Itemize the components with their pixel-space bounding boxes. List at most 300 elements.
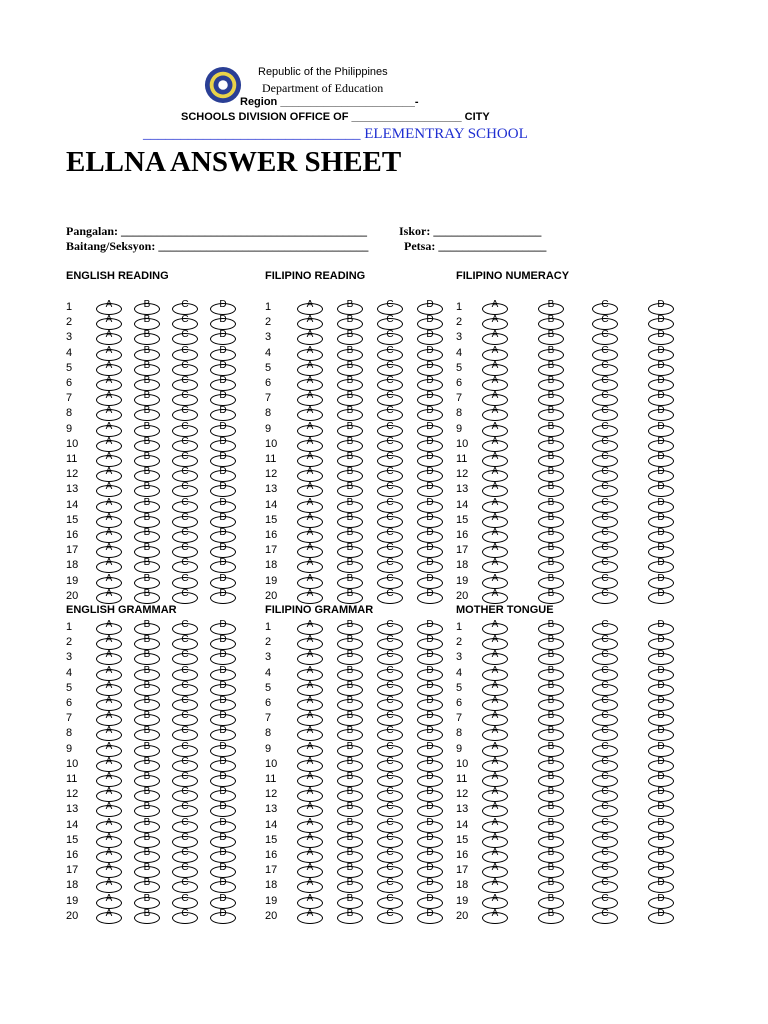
answer-bubble-d[interactable] — [648, 801, 674, 817]
answer-bubble-b[interactable] — [538, 481, 564, 497]
answer-bubble-b[interactable] — [134, 649, 160, 665]
answer-bubble-c[interactable] — [377, 314, 403, 330]
answer-bubble-c[interactable] — [592, 649, 618, 665]
answer-bubble-b[interactable] — [538, 587, 564, 604]
answer-bubble-d[interactable] — [648, 527, 674, 543]
answer-bubble-d[interactable] — [210, 740, 236, 757]
answer-bubble-b[interactable] — [134, 405, 160, 421]
answer-bubble-c[interactable] — [377, 344, 403, 361]
answer-bubble-a[interactable] — [96, 710, 122, 726]
answer-bubble-c[interactable] — [172, 511, 198, 528]
answer-bubble-c[interactable] — [592, 435, 618, 452]
answer-bubble-c[interactable] — [592, 375, 618, 391]
answer-bubble-a[interactable] — [297, 390, 323, 406]
answer-bubble-a[interactable] — [96, 344, 122, 361]
answer-bubble-d[interactable] — [417, 451, 443, 467]
answer-bubble-b[interactable] — [337, 329, 363, 345]
answer-bubble-d[interactable] — [417, 634, 443, 650]
answer-bubble-a[interactable] — [297, 801, 323, 817]
answer-bubble-b[interactable] — [134, 907, 160, 924]
answer-bubble-b[interactable] — [134, 390, 160, 406]
answer-bubble-c[interactable] — [172, 695, 198, 711]
answer-bubble-a[interactable] — [297, 710, 323, 726]
answer-bubble-a[interactable] — [297, 466, 323, 482]
answer-bubble-c[interactable] — [592, 695, 618, 711]
answer-bubble-b[interactable] — [337, 664, 363, 681]
answer-bubble-a[interactable] — [297, 451, 323, 467]
answer-bubble-c[interactable] — [172, 740, 198, 757]
answer-bubble-c[interactable] — [172, 542, 198, 558]
answer-bubble-c[interactable] — [172, 451, 198, 467]
answer-bubble-d[interactable] — [417, 619, 443, 635]
answer-bubble-a[interactable] — [96, 527, 122, 543]
answer-bubble-a[interactable] — [96, 587, 122, 604]
answer-bubble-d[interactable] — [210, 619, 236, 635]
answer-bubble-c[interactable] — [172, 755, 198, 772]
answer-bubble-a[interactable] — [96, 771, 122, 787]
answer-bubble-a[interactable] — [482, 435, 508, 452]
answer-bubble-a[interactable] — [482, 892, 508, 909]
answer-bubble-b[interactable] — [134, 329, 160, 345]
answer-bubble-a[interactable] — [297, 892, 323, 909]
answer-bubble-b[interactable] — [337, 801, 363, 817]
answer-bubble-d[interactable] — [417, 710, 443, 726]
answer-bubble-b[interactable] — [337, 725, 363, 741]
answer-bubble-b[interactable] — [538, 877, 564, 893]
answer-bubble-d[interactable] — [648, 390, 674, 406]
answer-bubble-b[interactable] — [538, 649, 564, 665]
answer-bubble-d[interactable] — [417, 314, 443, 330]
answer-bubble-b[interactable] — [337, 344, 363, 361]
answer-bubble-d[interactable] — [648, 587, 674, 604]
answer-bubble-c[interactable] — [592, 481, 618, 497]
answer-bubble-c[interactable] — [377, 496, 403, 513]
answer-bubble-d[interactable] — [417, 771, 443, 787]
answer-bubble-a[interactable] — [96, 466, 122, 482]
answer-bubble-c[interactable] — [592, 786, 618, 802]
answer-bubble-b[interactable] — [134, 710, 160, 726]
answer-bubble-d[interactable] — [210, 451, 236, 467]
answer-bubble-b[interactable] — [134, 664, 160, 681]
answer-bubble-d[interactable] — [210, 496, 236, 513]
answer-bubble-a[interactable] — [96, 649, 122, 665]
answer-bubble-d[interactable] — [648, 435, 674, 452]
answer-bubble-a[interactable] — [297, 314, 323, 330]
answer-bubble-d[interactable] — [417, 511, 443, 528]
answer-bubble-a[interactable] — [482, 527, 508, 543]
answer-bubble-d[interactable] — [648, 740, 674, 757]
answer-bubble-d[interactable] — [648, 892, 674, 909]
answer-bubble-a[interactable] — [96, 405, 122, 421]
answer-bubble-a[interactable] — [96, 816, 122, 833]
answer-bubble-a[interactable] — [482, 740, 508, 757]
answer-bubble-b[interactable] — [538, 314, 564, 330]
answer-bubble-d[interactable] — [417, 527, 443, 543]
answer-bubble-b[interactable] — [134, 527, 160, 543]
answer-bubble-a[interactable] — [96, 481, 122, 497]
answer-bubble-c[interactable] — [377, 847, 403, 863]
answer-bubble-d[interactable] — [648, 557, 674, 573]
answer-bubble-d[interactable] — [648, 649, 674, 665]
answer-bubble-b[interactable] — [337, 847, 363, 863]
answer-bubble-c[interactable] — [377, 420, 403, 437]
answer-bubble-a[interactable] — [482, 725, 508, 741]
answer-bubble-a[interactable] — [297, 481, 323, 497]
answer-bubble-a[interactable] — [96, 907, 122, 924]
answer-bubble-d[interactable] — [417, 466, 443, 482]
answer-bubble-b[interactable] — [538, 496, 564, 513]
answer-bubble-c[interactable] — [377, 771, 403, 787]
answer-bubble-c[interactable] — [592, 451, 618, 467]
answer-bubble-d[interactable] — [210, 862, 236, 878]
answer-bubble-b[interactable] — [134, 801, 160, 817]
answer-bubble-c[interactable] — [377, 542, 403, 558]
answer-bubble-d[interactable] — [210, 314, 236, 330]
answer-bubble-c[interactable] — [377, 511, 403, 528]
answer-bubble-c[interactable] — [377, 359, 403, 376]
answer-bubble-a[interactable] — [297, 527, 323, 543]
answer-bubble-b[interactable] — [538, 466, 564, 482]
answer-bubble-d[interactable] — [648, 862, 674, 878]
answer-bubble-d[interactable] — [210, 695, 236, 711]
answer-bubble-a[interactable] — [297, 725, 323, 741]
answer-bubble-c[interactable] — [592, 344, 618, 361]
answer-bubble-a[interactable] — [297, 695, 323, 711]
answer-bubble-a[interactable] — [482, 405, 508, 421]
answer-bubble-b[interactable] — [337, 511, 363, 528]
answer-bubble-c[interactable] — [592, 420, 618, 437]
answer-bubble-c[interactable] — [172, 420, 198, 437]
answer-bubble-d[interactable] — [417, 907, 443, 924]
answer-bubble-d[interactable] — [210, 466, 236, 482]
answer-bubble-b[interactable] — [538, 634, 564, 650]
answer-bubble-c[interactable] — [592, 390, 618, 406]
answer-bubble-d[interactable] — [210, 359, 236, 376]
answer-bubble-c[interactable] — [172, 725, 198, 741]
answer-bubble-d[interactable] — [210, 435, 236, 452]
answer-bubble-c[interactable] — [377, 695, 403, 711]
answer-bubble-c[interactable] — [592, 907, 618, 924]
answer-bubble-a[interactable] — [96, 862, 122, 878]
answer-bubble-d[interactable] — [648, 329, 674, 345]
answer-bubble-a[interactable] — [96, 511, 122, 528]
answer-bubble-d[interactable] — [648, 831, 674, 848]
answer-bubble-b[interactable] — [134, 481, 160, 497]
answer-bubble-a[interactable] — [482, 649, 508, 665]
answer-bubble-b[interactable] — [538, 816, 564, 833]
answer-bubble-b[interactable] — [538, 907, 564, 924]
answer-bubble-d[interactable] — [417, 831, 443, 848]
answer-bubble-c[interactable] — [172, 862, 198, 878]
answer-bubble-c[interactable] — [377, 725, 403, 741]
answer-bubble-c[interactable] — [592, 892, 618, 909]
answer-bubble-b[interactable] — [337, 299, 363, 315]
answer-bubble-c[interactable] — [172, 649, 198, 665]
answer-bubble-d[interactable] — [210, 907, 236, 924]
answer-bubble-b[interactable] — [134, 557, 160, 573]
answer-bubble-b[interactable] — [134, 862, 160, 878]
answer-bubble-c[interactable] — [172, 299, 198, 315]
answer-bubble-c[interactable] — [377, 649, 403, 665]
answer-bubble-d[interactable] — [648, 710, 674, 726]
answer-bubble-b[interactable] — [337, 451, 363, 467]
answer-bubble-c[interactable] — [172, 314, 198, 330]
answer-bubble-b[interactable] — [134, 572, 160, 589]
answer-bubble-b[interactable] — [134, 831, 160, 848]
answer-bubble-b[interactable] — [337, 907, 363, 924]
answer-bubble-c[interactable] — [592, 877, 618, 893]
answer-bubble-a[interactable] — [297, 816, 323, 833]
answer-bubble-a[interactable] — [482, 314, 508, 330]
answer-bubble-a[interactable] — [96, 786, 122, 802]
answer-bubble-b[interactable] — [134, 451, 160, 467]
answer-bubble-a[interactable] — [482, 755, 508, 772]
answer-bubble-b[interactable] — [134, 877, 160, 893]
answer-bubble-c[interactable] — [592, 299, 618, 315]
answer-bubble-a[interactable] — [297, 619, 323, 635]
answer-bubble-d[interactable] — [648, 314, 674, 330]
answer-bubble-a[interactable] — [96, 740, 122, 757]
answer-bubble-d[interactable] — [417, 664, 443, 681]
answer-bubble-b[interactable] — [337, 771, 363, 787]
answer-bubble-b[interactable] — [538, 405, 564, 421]
answer-bubble-a[interactable] — [482, 816, 508, 833]
answer-bubble-c[interactable] — [377, 634, 403, 650]
answer-bubble-a[interactable] — [482, 557, 508, 573]
answer-bubble-d[interactable] — [648, 299, 674, 315]
answer-bubble-b[interactable] — [134, 587, 160, 604]
answer-bubble-d[interactable] — [210, 375, 236, 391]
answer-bubble-b[interactable] — [337, 695, 363, 711]
answer-bubble-b[interactable] — [134, 816, 160, 833]
answer-bubble-d[interactable] — [417, 496, 443, 513]
answer-bubble-a[interactable] — [482, 451, 508, 467]
answer-bubble-a[interactable] — [96, 542, 122, 558]
answer-bubble-d[interactable] — [417, 375, 443, 391]
answer-bubble-b[interactable] — [134, 299, 160, 315]
answer-bubble-a[interactable] — [482, 359, 508, 376]
answer-bubble-d[interactable] — [417, 542, 443, 558]
answer-bubble-c[interactable] — [172, 557, 198, 573]
answer-bubble-c[interactable] — [172, 405, 198, 421]
answer-bubble-c[interactable] — [592, 329, 618, 345]
answer-bubble-a[interactable] — [482, 299, 508, 315]
answer-bubble-d[interactable] — [417, 572, 443, 589]
answer-bubble-a[interactable] — [297, 664, 323, 681]
answer-bubble-d[interactable] — [210, 511, 236, 528]
answer-bubble-c[interactable] — [377, 862, 403, 878]
answer-bubble-b[interactable] — [134, 359, 160, 376]
answer-bubble-a[interactable] — [297, 847, 323, 863]
answer-bubble-b[interactable] — [337, 831, 363, 848]
answer-bubble-a[interactable] — [297, 907, 323, 924]
answer-bubble-d[interactable] — [210, 481, 236, 497]
answer-bubble-c[interactable] — [592, 801, 618, 817]
answer-bubble-b[interactable] — [134, 466, 160, 482]
answer-bubble-a[interactable] — [297, 740, 323, 757]
answer-bubble-d[interactable] — [210, 634, 236, 650]
answer-bubble-c[interactable] — [592, 816, 618, 833]
answer-bubble-d[interactable] — [648, 375, 674, 391]
answer-bubble-c[interactable] — [172, 619, 198, 635]
answer-bubble-b[interactable] — [337, 786, 363, 802]
answer-bubble-a[interactable] — [482, 375, 508, 391]
answer-bubble-a[interactable] — [96, 877, 122, 893]
answer-bubble-b[interactable] — [337, 420, 363, 437]
answer-bubble-b[interactable] — [337, 390, 363, 406]
answer-bubble-d[interactable] — [648, 466, 674, 482]
answer-bubble-b[interactable] — [538, 847, 564, 863]
answer-bubble-d[interactable] — [210, 877, 236, 893]
answer-bubble-a[interactable] — [482, 511, 508, 528]
answer-bubble-d[interactable] — [417, 649, 443, 665]
answer-bubble-c[interactable] — [172, 831, 198, 848]
answer-bubble-a[interactable] — [482, 801, 508, 817]
answer-bubble-a[interactable] — [96, 725, 122, 741]
answer-bubble-c[interactable] — [172, 359, 198, 376]
answer-bubble-d[interactable] — [648, 634, 674, 650]
answer-bubble-d[interactable] — [210, 390, 236, 406]
answer-bubble-a[interactable] — [96, 451, 122, 467]
answer-bubble-d[interactable] — [210, 892, 236, 909]
answer-bubble-d[interactable] — [210, 557, 236, 573]
answer-bubble-c[interactable] — [592, 496, 618, 513]
answer-bubble-c[interactable] — [377, 892, 403, 909]
answer-bubble-b[interactable] — [538, 420, 564, 437]
answer-bubble-d[interactable] — [648, 755, 674, 772]
answer-bubble-d[interactable] — [210, 405, 236, 421]
answer-bubble-b[interactable] — [538, 725, 564, 741]
answer-bubble-d[interactable] — [417, 420, 443, 437]
answer-bubble-a[interactable] — [96, 329, 122, 345]
answer-bubble-b[interactable] — [538, 359, 564, 376]
answer-bubble-d[interactable] — [417, 405, 443, 421]
answer-bubble-d[interactable] — [417, 847, 443, 863]
answer-bubble-c[interactable] — [172, 847, 198, 863]
answer-bubble-c[interactable] — [172, 587, 198, 604]
answer-bubble-a[interactable] — [482, 481, 508, 497]
answer-bubble-d[interactable] — [417, 892, 443, 909]
answer-bubble-a[interactable] — [482, 344, 508, 361]
answer-bubble-a[interactable] — [482, 907, 508, 924]
answer-bubble-c[interactable] — [172, 481, 198, 497]
answer-bubble-d[interactable] — [210, 649, 236, 665]
answer-bubble-c[interactable] — [592, 572, 618, 589]
answer-bubble-d[interactable] — [210, 420, 236, 437]
answer-bubble-c[interactable] — [172, 466, 198, 482]
answer-bubble-d[interactable] — [648, 451, 674, 467]
answer-bubble-c[interactable] — [377, 831, 403, 848]
answer-bubble-a[interactable] — [482, 831, 508, 848]
answer-bubble-b[interactable] — [337, 679, 363, 696]
answer-bubble-a[interactable] — [297, 299, 323, 315]
answer-bubble-a[interactable] — [297, 375, 323, 391]
answer-bubble-c[interactable] — [592, 634, 618, 650]
answer-bubble-b[interactable] — [134, 420, 160, 437]
answer-bubble-d[interactable] — [210, 831, 236, 848]
answer-bubble-a[interactable] — [297, 679, 323, 696]
answer-bubble-d[interactable] — [648, 344, 674, 361]
answer-bubble-c[interactable] — [377, 877, 403, 893]
answer-bubble-b[interactable] — [538, 695, 564, 711]
answer-bubble-b[interactable] — [337, 375, 363, 391]
answer-bubble-b[interactable] — [337, 435, 363, 452]
answer-bubble-d[interactable] — [210, 755, 236, 772]
answer-bubble-d[interactable] — [210, 344, 236, 361]
answer-bubble-d[interactable] — [648, 496, 674, 513]
answer-bubble-c[interactable] — [592, 831, 618, 848]
answer-bubble-b[interactable] — [538, 375, 564, 391]
answer-bubble-d[interactable] — [648, 359, 674, 376]
answer-bubble-a[interactable] — [297, 557, 323, 573]
answer-bubble-a[interactable] — [96, 634, 122, 650]
answer-bubble-b[interactable] — [337, 314, 363, 330]
answer-bubble-c[interactable] — [172, 329, 198, 345]
answer-bubble-c[interactable] — [592, 755, 618, 772]
answer-bubble-d[interactable] — [648, 619, 674, 635]
answer-bubble-d[interactable] — [648, 847, 674, 863]
answer-bubble-d[interactable] — [417, 695, 443, 711]
answer-bubble-b[interactable] — [134, 786, 160, 802]
answer-bubble-c[interactable] — [172, 496, 198, 513]
answer-bubble-c[interactable] — [377, 557, 403, 573]
answer-bubble-c[interactable] — [172, 710, 198, 726]
answer-bubble-a[interactable] — [482, 771, 508, 787]
answer-bubble-d[interactable] — [648, 877, 674, 893]
answer-bubble-c[interactable] — [592, 710, 618, 726]
answer-bubble-a[interactable] — [482, 786, 508, 802]
answer-bubble-a[interactable] — [96, 619, 122, 635]
answer-bubble-a[interactable] — [297, 420, 323, 437]
answer-bubble-b[interactable] — [134, 314, 160, 330]
answer-bubble-b[interactable] — [337, 877, 363, 893]
answer-bubble-a[interactable] — [297, 771, 323, 787]
answer-bubble-c[interactable] — [592, 740, 618, 757]
answer-bubble-b[interactable] — [538, 786, 564, 802]
answer-bubble-a[interactable] — [96, 496, 122, 513]
answer-bubble-b[interactable] — [134, 435, 160, 452]
answer-bubble-b[interactable] — [134, 755, 160, 772]
answer-bubble-a[interactable] — [297, 862, 323, 878]
answer-bubble-a[interactable] — [96, 695, 122, 711]
answer-bubble-b[interactable] — [134, 496, 160, 513]
answer-bubble-d[interactable] — [648, 786, 674, 802]
answer-bubble-c[interactable] — [592, 725, 618, 741]
answer-bubble-c[interactable] — [377, 527, 403, 543]
answer-bubble-b[interactable] — [134, 740, 160, 757]
answer-bubble-b[interactable] — [538, 451, 564, 467]
answer-bubble-a[interactable] — [482, 862, 508, 878]
answer-bubble-d[interactable] — [210, 299, 236, 315]
answer-bubble-a[interactable] — [482, 679, 508, 696]
answer-bubble-d[interactable] — [417, 587, 443, 604]
answer-bubble-a[interactable] — [96, 390, 122, 406]
answer-bubble-d[interactable] — [417, 481, 443, 497]
answer-bubble-b[interactable] — [337, 755, 363, 772]
answer-bubble-b[interactable] — [538, 619, 564, 635]
answer-bubble-b[interactable] — [134, 375, 160, 391]
answer-bubble-b[interactable] — [134, 892, 160, 909]
answer-bubble-b[interactable] — [134, 771, 160, 787]
answer-bubble-a[interactable] — [482, 877, 508, 893]
answer-bubble-c[interactable] — [592, 587, 618, 604]
answer-bubble-a[interactable] — [482, 542, 508, 558]
answer-bubble-c[interactable] — [377, 786, 403, 802]
answer-bubble-a[interactable] — [482, 634, 508, 650]
answer-bubble-b[interactable] — [538, 542, 564, 558]
answer-bubble-a[interactable] — [297, 831, 323, 848]
answer-bubble-d[interactable] — [648, 511, 674, 528]
